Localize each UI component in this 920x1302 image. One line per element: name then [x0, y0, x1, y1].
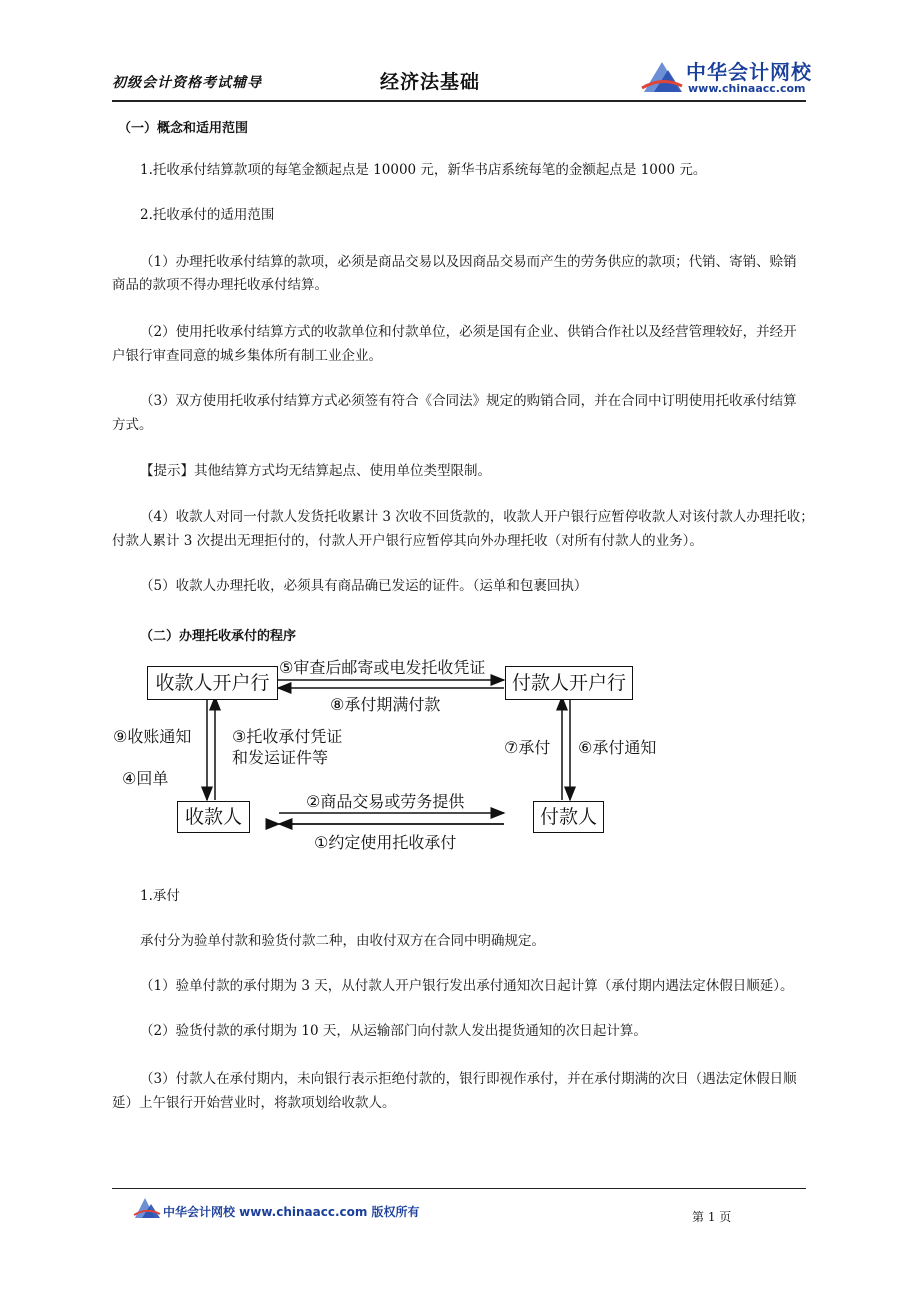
footer-divider [112, 1188, 806, 1189]
paragraph-scope-1-line1: （1）办理托收承付结算的款项，必须是商品交易以及因商品交易而产生的劳务供应的款项；代销、寄销、赊销 [140, 254, 797, 270]
label-step4: ④回单 [122, 769, 169, 788]
label-step3-line1: ③托收承付凭证 [232, 727, 343, 746]
paragraph-tip: 【提示】其他结算方式均无结算起点、使用单位类型限制。 [140, 463, 491, 479]
paragraph-acceptance-2: （2）验货付款的承付期为 10 天，从运输部门向付款人发出提货通知的次日起计算。 [140, 1023, 647, 1039]
footer-copyright: 中华会计网校 www.chinaacc.com 版权所有 [163, 1205, 420, 1219]
paragraph-scope-3-line1: （3）双方使用托收承付结算方式必须签有符合《合同法》规定的购销合同，并在合同中订明使用托收承付结算 [140, 393, 797, 409]
node-payer: 付款人 [533, 801, 604, 833]
paragraph-acceptance-3-line2: 延）上午银行开始营业时，将款项划给收款人。 [112, 1095, 396, 1111]
paragraph-acceptance-3-line1: （3）付款人在承付期内，未向银行表示拒绝付款的，银行即视作承付，并在承付期满的次日（遇法定休假日顺 [140, 1071, 797, 1087]
paragraph-scope-2-line1: （2）使用托收承付结算方式的收款单位和付款单位，必须是国有企业、供销合作社以及经营管理较好，并经开 [140, 324, 797, 340]
paragraph-acceptance-title: 1.承付 [140, 888, 180, 904]
node-payee: 收款人 [177, 801, 250, 833]
paragraph-scope-1-line2: 商品的款项不得办理托收承付结算。 [112, 277, 328, 293]
label-step9: ⑨收账通知 [113, 727, 192, 746]
footer-logo-icon [133, 1196, 161, 1220]
brand-name: 中华会计网校 [686, 60, 812, 84]
brand-url: www.chinaacc.com [688, 82, 806, 95]
paragraph-scope-5: （5）收款人办理托收，必须具有商品确已发运的证件。（运单和包裹回执） [140, 578, 588, 594]
paragraph-scope-3-line2: 方式。 [112, 417, 153, 433]
label-step1: ①约定使用托收承付 [314, 833, 457, 852]
section-heading-concept: （一）概念和适用范围 [118, 121, 249, 136]
paragraph-amount-threshold: 1.托收承付结算款项的每笔金额起点是 10000 元，新华书店系统每笔的金额起点是 1000 元。 [140, 162, 707, 178]
label-step3-line2: 和发运证件等 [232, 748, 329, 767]
label-step6: ⑥承付通知 [578, 738, 657, 757]
header-subject-title: 经济法基础 [380, 71, 481, 93]
page-number: 第 1 页 [692, 1210, 732, 1224]
paragraph-scope-title: 2.托收承付的适用范围 [140, 207, 275, 223]
header-course-name: 初级会计资格考试辅导 [112, 75, 262, 91]
paragraph-scope-4-line1: （4）收款人对同一付款人发货托收累计 3 次收不回货款的，收款人开户银行应暂停收款人对该付款人办理托收； [140, 509, 814, 525]
label-step8: ⑧承付期满付款 [330, 695, 441, 714]
paragraph-acceptance-1: （1）验单付款的承付期为 3 天，从付款人开户银行发出承付通知次日起计算（承付期内遇法定休假日顺延）。 [140, 978, 794, 994]
paragraph-acceptance-types: 承付分为验单付款和验货付款二种，由收付双方在合同中明确规定。 [140, 933, 545, 949]
paragraph-scope-4-line2: 付款人累计 3 次提出无理拒付的，付款人开户银行应暂停其向外办理托收（对所有付款人的业务）。 [112, 533, 703, 549]
paragraph-scope-2-line2: 户银行审查同意的城乡集体所有制工业企业。 [112, 348, 382, 364]
label-step5: ⑤审查后邮寄或电发托收凭证 [279, 658, 486, 677]
label-step2: ②商品交易或劳务提供 [306, 792, 465, 811]
label-step7: ⑦承付 [504, 738, 551, 757]
section-heading-procedure: （二）办理托收承付的程序 [140, 629, 297, 644]
node-payer-bank: 付款人开户行 [505, 666, 633, 700]
node-payee-bank: 收款人开户行 [147, 666, 278, 700]
